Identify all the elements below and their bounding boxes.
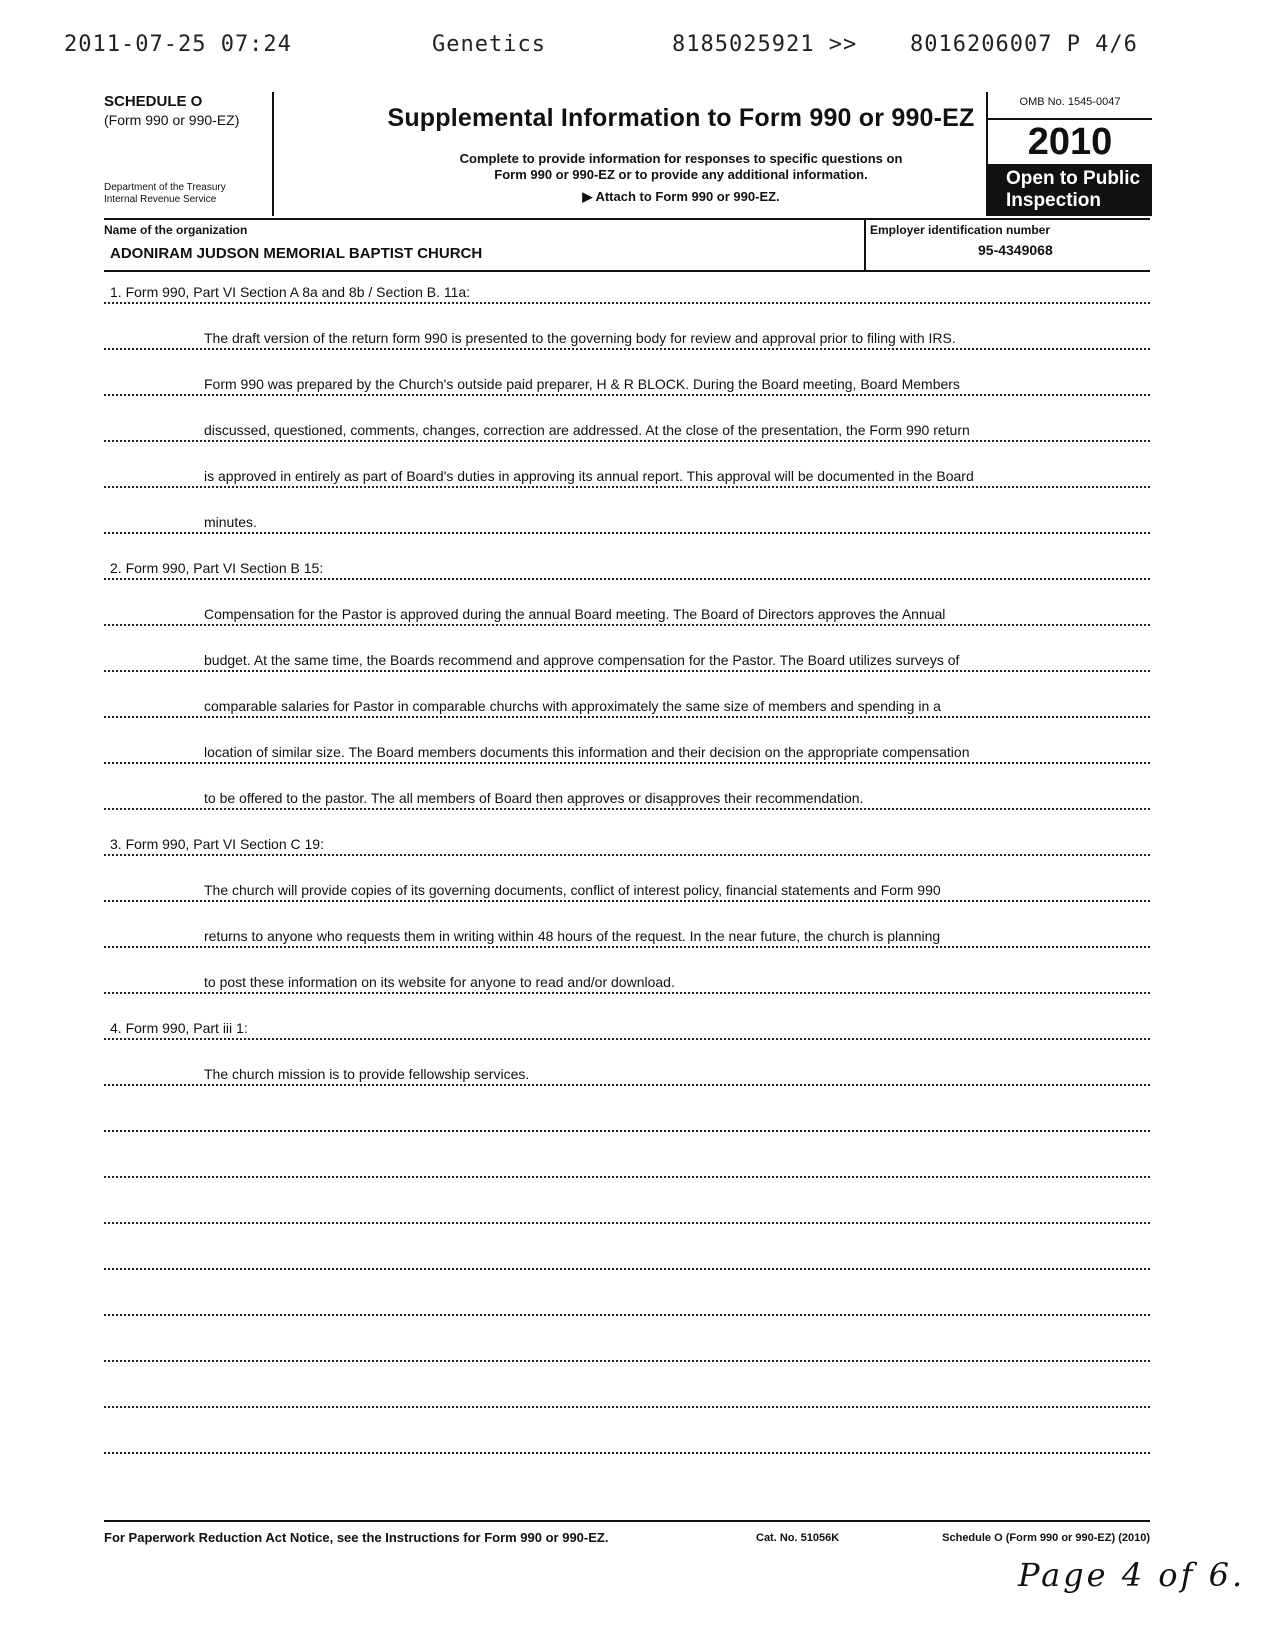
line-21 [104,1200,1150,1224]
schedule-form-ref: (Form 990 or 990-EZ) [104,112,240,128]
ein-value: 95-4349068 [978,242,1053,258]
schedule-title: SCHEDULE O [104,93,203,110]
fax-id: 8016206007 P 4/6 [910,32,1138,57]
line-22 [104,1246,1150,1270]
line-10: comparable salaries for Pastor in comparable churchs with approximately the same size of members and spending in a [104,694,1150,718]
form-footer [104,1520,1150,1548]
line-2: The draft version of the return form 990 is presented to the governing body for review and approval prior to filing with IRS. [104,326,1150,350]
title-block [274,92,1088,205]
subtitle-line1: Complete to provide information for responses to specific questions on [459,151,903,166]
fax-phone: 8185025921 >> [672,32,858,57]
organization-row [104,218,1150,272]
line-26 [104,1430,1150,1454]
ein-label: Employer identification number [870,223,1051,237]
schedule-reference: Schedule O (Form 990 or 990-EZ) (2010) [942,1532,1150,1544]
subtitle-line2: Form 990 or 990-EZ or to provide any additional information. [494,167,868,182]
line-16: to post these information on its website for anyone to read and/or download. [104,970,1150,994]
line-15: returns to anyone who requests them in writing within 48 hours of the request. In the near future, the church is planning [104,924,1150,948]
organization-name: ADONIRAM JUDSON MEMORIAL BAPTIST CHURCH [110,245,483,262]
line-24 [104,1338,1150,1362]
line-18: The church mission is to provide fellowship services. [104,1062,1150,1086]
line-20 [104,1154,1150,1178]
organization-name-field [104,220,866,270]
schedule-box [104,92,274,216]
fax-datetime: 2011-07-25 07:24 [64,32,292,57]
line-9: budget. At the same time, the Boards recommend and approve compensation for the Pastor. The Board utilizes surveys of [104,648,1150,672]
catalog-number: Cat. No. 51056K [756,1532,840,1544]
line-13: 3. Form 990, Part VI Section C 19: [104,832,1150,856]
open-line1: Open to Public [1006,168,1141,189]
line-5: is approved in entirely as part of Board's duties in approving its annual report. This approval will be documented in the Board [104,464,1150,488]
tax-year: 2010 [1027,121,1113,163]
organization-name-label: Name of the organization [104,223,248,237]
line-11: location of similar size. The Board members documents this information and their decision on the appropriate compensation [104,740,1150,764]
omb-box [986,92,1152,216]
fax-department: Genetics [432,32,546,57]
line-4: discussed, questioned, comments, changes, correction are addressed. At the close of the presentation, the Form 990 return [104,418,1150,442]
department-line1: Department of the Treasury [104,182,226,193]
line-3: Form 990 was prepared by the Church's outside paid preparer, H & R BLOCK. During the Board meeting, Board Members [104,372,1150,396]
line-17: 4. Form 990, Part iii 1: [104,1016,1150,1040]
line-1: 1. Form 990, Part VI Section A 8a and 8b / Section B. 11a: [104,280,1150,304]
line-6: minutes. [104,510,1150,534]
line-12: to be offered to the pastor. The all members of Board then approves or disapproves their recommendation. [104,786,1150,810]
line-25 [104,1384,1150,1408]
handwritten-page-number: Page 4 of 6. [1018,1556,1246,1594]
open-to-public-badge [988,164,1152,216]
page-title: Supplemental Information to Form 990 or 990-EZ [387,104,975,132]
line-23 [104,1292,1150,1316]
line-7: 2. Form 990, Part VI Section B 15: [104,556,1150,580]
ein-field [870,220,1150,258]
form-header [104,92,1150,216]
open-line2: Inspection [1006,190,1102,211]
line-8: Compensation for the Pastor is approved during the annual Board meeting. The Board of Directors approves the Annual [104,602,1150,626]
line-19 [104,1108,1150,1132]
department-label [104,182,226,206]
omb-number: OMB No. 1545-0047 [988,92,1152,120]
attach-instruction: ▶ Attach to Form 990 or 990-EZ. [582,189,780,204]
paperwork-notice: For Paperwork Reduction Act Notice, see the Instructions for Form 990 or 990-EZ. [104,1530,609,1545]
department-line2: Internal Revenue Service [104,194,217,205]
subtitle [274,151,1088,183]
line-14: The church will provide copies of its governing documents, conflict of interest policy, financial statements and Form 990 [104,878,1150,902]
